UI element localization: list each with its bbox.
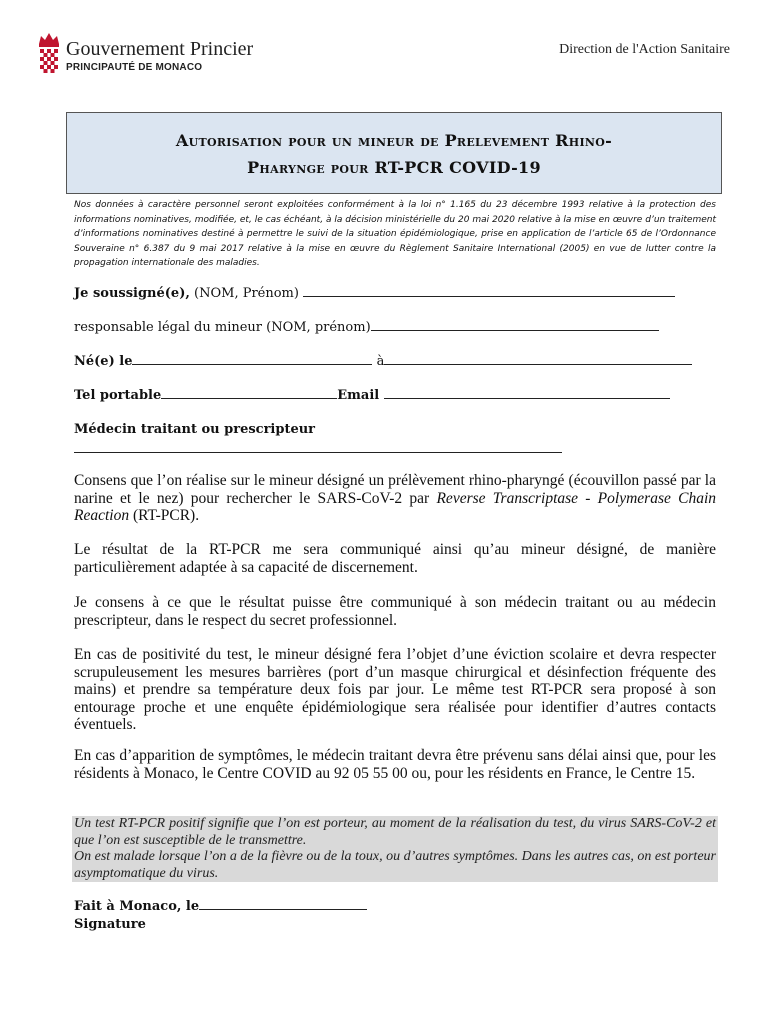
birth-row: [74, 354, 692, 369]
department-name: Direction de l'Action Sanitaire: [559, 42, 730, 57]
signature-label: Signature: [74, 917, 146, 932]
name-input-line[interactable]: [303, 295, 675, 297]
monaco-crown-logo-icon: [36, 30, 62, 76]
symptoms-paragraph: En cas d’apparition de symptômes, le médecin traitant devra être prévenu sans délai ainsi que, pour les résidents à Monaco, le Centre COVID au 92 05 55 00 ou, pour les résidents en France, le Centre 15.: [74, 747, 716, 782]
phone-label: Tel portable: [74, 388, 162, 403]
phone-input-line[interactable]: [161, 397, 337, 399]
doctor-input-line[interactable]: [74, 452, 562, 453]
government-title: Gouvernement Princier: [66, 38, 254, 60]
responsable-input-line[interactable]: [371, 329, 659, 331]
result-paragraph: Le résultat de la RT-PCR me sera communiqué ainsi qu’au mineur désigné, de manière particulièrement adaptée à sa capacité de discernement.: [74, 541, 716, 576]
government-subtitle: PRINCIPAUTÉ DE MONACO: [66, 62, 203, 73]
place-date-label: Fait à Monaco, le: [74, 899, 200, 914]
info-note: [72, 816, 718, 882]
privacy-notice: Nos données à caractère personnel seront exploitées conformément à la loi n° 1.165 du 23 décembre 1993 relative à la protection des informations nominatives, modifiée, et, le cas échéant, à la décision ministérielle du 20 mai 2020 relative à la mise en œuvre d’un traitement d’informations nominatives destiné à permettre le suivi de la situation épidémiologique, prise en application de l’article 65 de l’Ordonnance Souveraine n° 6.387 du 9 mai 2017 relative à la mise en œuvre du Règlement Sanitaire International (2005) en vue de lutter contre la propagation internationale des maladies.: [74, 200, 716, 268]
info-note-line1: Un test RT-PCR positif signifie que l’on est porteur, au moment de la réalisation du test, du virus SARS-CoV-2 et que l’on est susceptible de le transmettre.: [74, 816, 716, 848]
document-title-line2: Pharynge pour RT-PCR COVID-19: [247, 158, 541, 177]
document-title-box: [66, 112, 722, 194]
signature-block: [74, 898, 367, 934]
document-title-line1: Autorisation pour un mineur de Prelevement Rhino-: [175, 131, 613, 150]
soussigne-label: Je soussigné(e),: [74, 286, 190, 301]
consent-paragraph: Consens que l’on réalise sur le mineur désigné un prélèvement rhino-pharyngé (écouvillon passé par la narine et le nez) pour rechercher le SARS-CoV-2 par Reverse Transcriptase - Polymerase Chain Reaction (RT-PCR).: [74, 472, 716, 524]
contact-row: [74, 388, 670, 403]
soussigne-row: [74, 286, 675, 301]
email-input-line[interactable]: [384, 397, 670, 399]
birth-date-label: Né(e) le: [74, 354, 133, 369]
doctor-label: Médecin traitant ou prescripteur: [74, 422, 316, 437]
responsable-row: [74, 320, 659, 335]
info-note-line2: On est malade lorsque l’on a de la fièvre ou de la toux, ou d’autres symptômes. Dans les autres cas, on est porteur asymptomatique du virus.: [74, 849, 716, 881]
soussigne-hint: (NOM, Prénom): [189, 286, 304, 301]
email-label: Email: [337, 388, 384, 403]
birth-date-input-line[interactable]: [132, 363, 372, 365]
doctor-consent-paragraph: Je consens à ce que le résultat puisse être communiqué à son médecin traitant ou au médecin prescripteur, dans le respect du secret professionnel.: [74, 594, 716, 629]
birth-place-input-line[interactable]: [384, 363, 692, 365]
responsable-label: responsable légal du mineur (NOM, prénom): [74, 320, 371, 335]
date-input-line[interactable]: [199, 908, 367, 910]
doctor-label-row: [74, 422, 315, 437]
birth-place-label: à: [372, 354, 385, 369]
positivity-paragraph: En cas de positivité du test, le mineur désigné fera l’objet d’une éviction scolaire et devra respecter scrupuleusement les mesures barrières (port d’un masque chirurgical et désinfection fréquente des mains) et prendre sa température deux fois par jour. Le même test RT-PCR sera proposé à son entourage proche et une enquête épidémiologique sera réalisée pour identifier d’autres contacts éventuels.: [74, 646, 716, 733]
